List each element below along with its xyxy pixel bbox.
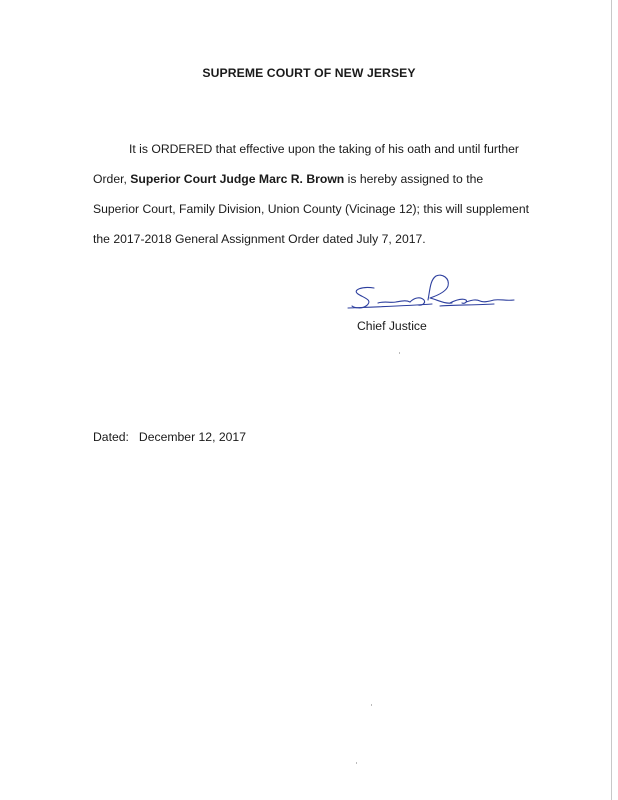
handwritten-signature — [344, 270, 524, 322]
order-line-4: the 2017-2018 General Assignment Order dated July 7, 2017. — [93, 232, 426, 246]
dated-line — [93, 430, 246, 444]
order-line-2 — [93, 164, 533, 194]
order-paragraph — [93, 134, 533, 254]
signer-title: Chief Justice — [357, 319, 427, 333]
order-line-3: Superior Court, Family Division, Union County (Vicinage 12); this will supplement — [93, 202, 530, 216]
judge-name: Superior Court Judge Marc R. Brown — [130, 172, 345, 186]
order-line-2-start: Order, — [93, 172, 131, 186]
order-line-2-end: is hereby assigned to the — [344, 172, 484, 186]
dated-label: Dated: — [93, 430, 129, 444]
scan-speck — [371, 704, 372, 706]
scan-speck — [399, 352, 400, 354]
scan-speck — [356, 762, 357, 764]
dated-value: December 12, 2017 — [138, 430, 246, 444]
order-line-1: It is ORDERED that effective upon the taking of his oath and until further — [129, 142, 519, 156]
page-edge-line — [611, 0, 612, 800]
court-heading: SUPREME COURT OF NEW JERSEY — [202, 66, 416, 80]
